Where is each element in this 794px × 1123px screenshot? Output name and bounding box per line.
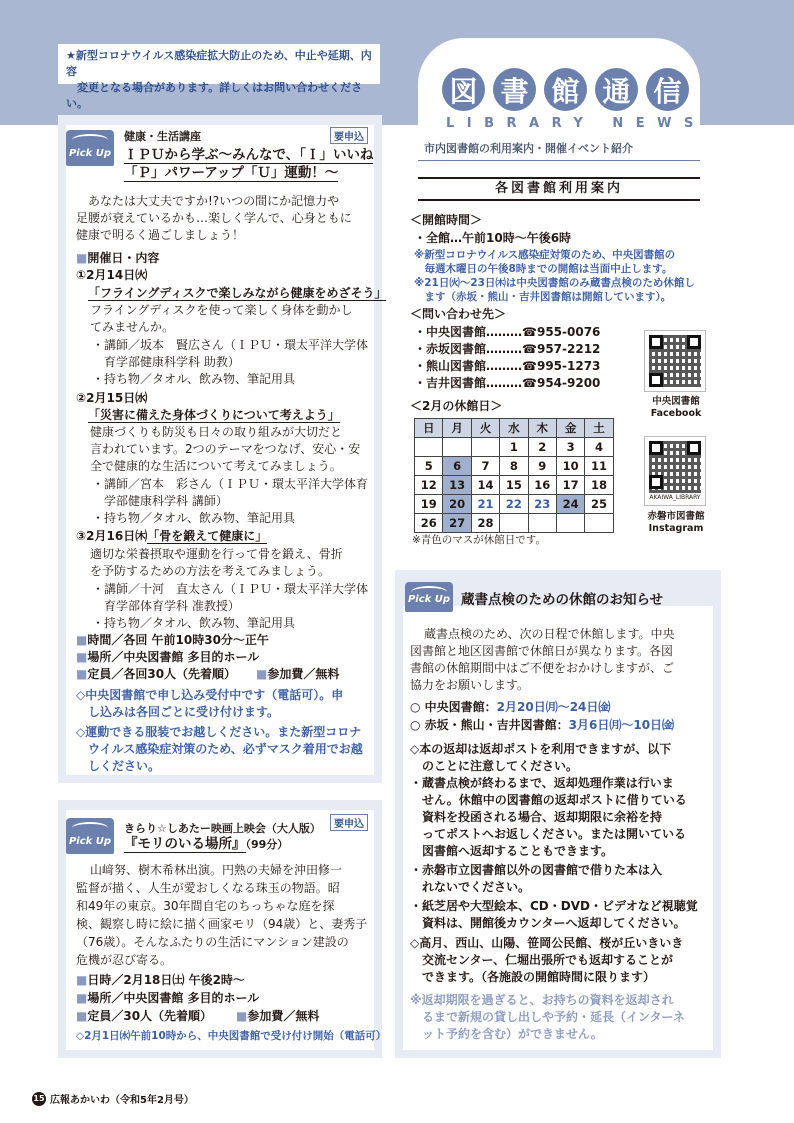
event2-desc: 監督が描く、人生が愛おしくなる珠玉の物語。昭 <box>76 881 340 895</box>
event1-s3-date: ③2月16日㈭「骨を鍛えて健康に」 <box>76 529 268 543</box>
inspection-schedule-branches: ○ 赤坂・熊山・吉井図書館：3月6日㈪～10日㈮ <box>410 718 675 732</box>
event1-s1-title: 「フライングディスクで楽しみながら健康をめざそう」 <box>88 286 387 300</box>
event1-place: ■ 場所／中央図書館 多目的ホール <box>76 649 259 665</box>
calendar-day: 10 <box>556 457 584 476</box>
calendar-day <box>471 438 499 457</box>
inspection-intro: 協力をお願いします。 <box>410 678 530 692</box>
contact-item: ・中央図書館………☎955-0076 <box>414 325 601 339</box>
page-footer <box>32 1091 194 1106</box>
calendar-day: 2 <box>528 438 556 457</box>
calendar-day: 4 <box>585 438 613 457</box>
calendar-day: 12 <box>415 476 443 495</box>
contact-item: ・熊山図書館………☎995-1273 <box>414 359 601 373</box>
event1-s2-desc: 健康づくりも防災も日々の取り組みが大切だと <box>90 425 343 439</box>
inspection-note-line: 資料を投函される場合、返却期限に余裕を持 <box>410 810 663 824</box>
calendar-day: 24 <box>556 495 584 514</box>
inspection-note-line: ット予約を含む）ができません。 <box>410 1027 603 1041</box>
calendar-day <box>500 514 528 533</box>
calendar-weekday: 水 <box>500 419 528 438</box>
inspection-note-line: のことに注意してください。 <box>410 759 579 773</box>
calendar-day: 20 <box>443 495 471 514</box>
inspection-note-line: ってポストへお返しください。または開いている <box>410 827 687 841</box>
event2-desc: 和49年の東京。30年間自宅のちっちゃな庭を探 <box>76 899 335 913</box>
event1-intro: あなたは大丈夫ですか!?いつの間にか記憶力や <box>88 194 340 208</box>
event1-s2-desc: 言われています。2つのテーマをつなげ、安心・安 <box>90 442 361 456</box>
event1-s2-date: ②2月15日㈬ <box>76 391 148 405</box>
calendar-weekday: 金 <box>556 419 584 438</box>
event1-s1-items: ・持ち物／タオル、飲み物、筆記用具 <box>92 372 296 386</box>
calendar-day <box>415 438 443 457</box>
calendar-weekday: 月 <box>443 419 471 438</box>
event1-category: 健康・生活講座 <box>124 130 201 143</box>
calendar-week <box>415 514 614 533</box>
inspection-note-line: ◇本の返却は返却ポストを利用できますが、以下 <box>410 742 672 756</box>
covid-notice: ★新型コロナウイルス感染症拡大防止のため、中止や延期、内容 変更となる場合があります。詳しくはお問い合わせください。 <box>58 44 380 84</box>
calendar-day: 3 <box>556 438 584 457</box>
calendar-day: 27 <box>443 514 471 533</box>
banner-english: LIBRARY NEWS <box>446 116 706 131</box>
event1-intro: 健康で明るく過ごしましょう！ <box>76 228 245 242</box>
event1-s3-desc: を予防するための方法を考えてみましょう。 <box>90 564 331 578</box>
instagram-qr-code[interactable] <box>644 436 706 506</box>
event1-title-line1: ＩＰＵから学ぶ～みんなで、「Ｉ」いいね <box>124 147 374 163</box>
event2-category: きらり☆しあたー映画上映会（大人版） <box>124 822 321 835</box>
calendar-day: 26 <box>415 514 443 533</box>
facebook-qr-label: 中央図書館 Facebook <box>650 396 702 419</box>
pickup-badge: Pick Up <box>405 582 453 612</box>
inspection-note-line: ◇高月、西山、山陽、笹岡公民館、桜が丘いきいき <box>410 936 684 950</box>
hours-note: 毎週木曜日の午後8時までの開館は当面中止します。 <box>414 263 673 275</box>
event2-note: ◇2月1日㈬午前10時から、中央図書館で受け付け開始（電話可） <box>76 1030 387 1042</box>
contact-heading: ＜問い合わせ先＞ <box>410 307 507 321</box>
banner-char: 書 <box>493 68 536 111</box>
event1-note: ◇運動できる服装でお越しください。また新型コロナ <box>76 725 362 739</box>
calendar-day <box>556 514 584 533</box>
pickup-badge: Pick Up <box>66 130 114 166</box>
closed-days-calendar <box>414 418 614 533</box>
event1-time: ■ 時間／各回 午前10時30分～正午 <box>76 632 269 648</box>
calendar-day: 28 <box>471 514 499 533</box>
event1-s2-lecturer: ・講師／宮本 彩さん（ＩＰＵ・環太平洋大学体育 <box>92 477 369 491</box>
event1-s3-lecturer: ・講師／十河 直太さん（ＩＰＵ・環太平洋大学体 <box>92 582 369 596</box>
inspection-note-line: 資料は、開館後カウンターへ返却してください。 <box>410 916 686 930</box>
event1-note: ◇中央図書館で申し込み受付中です（電話可）。申 <box>76 688 344 702</box>
event2-desc: 危機が忍び寄る。 <box>76 953 173 967</box>
calendar-day: 13 <box>443 476 471 495</box>
calendar-day: 16 <box>528 476 556 495</box>
event1-note: し込みは各回ごとに受け付けます。 <box>76 705 280 719</box>
hours-note: ※新型コロナウイルス感染症対策のため、中央図書館の <box>414 249 676 261</box>
inspection-note-line: 交流センター、仁堀出張所でも返却することが <box>410 953 674 967</box>
calendar-day: 14 <box>471 476 499 495</box>
library-guide-title: 各図書館利用案内 <box>418 177 700 201</box>
event1-reservation-badge: 要申込 <box>330 127 368 144</box>
event1-s1-desc: フライングディスクを使って楽しく身体を動かし <box>90 303 353 317</box>
footer-publication: 広報あかいわ（令和5年2月号） <box>50 1095 194 1106</box>
calendar-day: 21 <box>471 495 499 514</box>
calendar-week <box>415 476 614 495</box>
event1-s3-desc: 適切な栄養摂取や運動を行って骨を鍛え、骨折 <box>90 547 343 561</box>
instagram-qr-label: 赤磐市図書館 Instagram <box>647 511 705 534</box>
instagram-qr-caption: AKAIWA_LIBRARY <box>649 494 701 501</box>
contact-item: ・吉井図書館………☎954-9200 <box>414 376 601 390</box>
calendar-weekday: 日 <box>415 419 443 438</box>
inspection-note-line: ・紙芝居や大型絵本、CD・DVD・ビデオなど視聴覚 <box>410 899 698 913</box>
calendar-day: 6 <box>443 457 471 476</box>
event1-s1-lecturer: 育学部健康科学科 助教） <box>92 355 240 369</box>
calendar-week <box>415 457 614 476</box>
event1-intro: 足腰が衰えているかも…楽しく学んで、心身ともに <box>76 211 352 225</box>
inspection-intro: 書館の休館期間中はご不便をおかけしますが、ご <box>410 661 675 675</box>
event2-reservation-badge: 要申込 <box>330 814 368 831</box>
calendar-week <box>415 438 614 457</box>
calendar-day: 17 <box>556 476 584 495</box>
inspection-title: 蔵書点検のための休館のお知らせ <box>461 592 664 608</box>
calendar-heading: ＜2月の休館日＞ <box>410 399 503 413</box>
divider <box>418 160 700 161</box>
event1-s2-title: 「災害に備えた身体づくりについて考えよう」 <box>88 408 340 422</box>
calendar-day <box>443 438 471 457</box>
inspection-note-line: れないでください。 <box>410 880 531 894</box>
calendar-note: ※青色のマスが休館日です。 <box>412 534 546 546</box>
banner-char: 信 <box>646 68 689 111</box>
calendar-day: 7 <box>471 457 499 476</box>
facebook-qr-code[interactable] <box>644 330 706 392</box>
banner-char: 図 <box>442 68 485 111</box>
inspection-note-line: ・赤磐市立図書館以外の図書館で借りた本は入 <box>410 863 663 877</box>
banner-char: 館 <box>544 68 587 111</box>
calendar-day: 5 <box>415 457 443 476</box>
calendar-day <box>585 514 613 533</box>
event2-title: 『モリのいる場所』（99分） <box>124 836 289 852</box>
hours-note: ※21日㈫～23日㈭は中央図書館のみ蔵書点検のため休館し <box>414 277 695 289</box>
event1-dates-heading: ■ 開催日・内容 <box>76 250 159 266</box>
hours-note: ます（赤坂・熊山・吉井図書館は開館しています）。 <box>414 291 672 303</box>
event1-s2-lecturer: 学部健康科学科 講師） <box>92 494 228 508</box>
event2-capacity: ■ 定員／30人（先着順） <box>76 1008 212 1024</box>
calendar-day: 1 <box>500 438 528 457</box>
event2-desc: （76歳）。そんなふたりの生活にマンション建設の <box>76 935 349 949</box>
event1-s1-desc: てみませんか。 <box>90 320 175 334</box>
inspection-intro: 図書館と地区図書館で休館日が異なります。各図 <box>410 644 674 658</box>
page-number: 15 <box>32 1092 46 1106</box>
calendar-weekday: 火 <box>471 419 499 438</box>
event1-note: ウイルス感染症対策のため、必ずマスク着用でお越 <box>76 742 363 756</box>
event2-place: ■ 場所／中央図書館 多目的ホール <box>76 990 259 1006</box>
calendar-day: 19 <box>415 495 443 514</box>
calendar-day: 8 <box>500 457 528 476</box>
banner-subtitle: 市内図書館の利用案内・開催イベント紹介 <box>424 142 633 155</box>
inspection-note-line: ・蔵書点検が終わるまで、返却処理作業は行いま <box>410 776 674 790</box>
calendar-day: 23 <box>528 495 556 514</box>
event2-date: ■ 日時／2月18日㈯ 午後2時～ <box>76 972 245 988</box>
event1-note: しください。 <box>76 759 161 773</box>
inspection-note-line: 図書館へ返却することもできます。 <box>410 844 614 858</box>
event1-s1-lecturer: ・講師／坂本 賢広さん（ＩＰＵ・環太平洋大学体 <box>92 338 369 352</box>
inspection-note-line: るまで新規の貸し出しや予約・延長（インターネ <box>410 1010 685 1024</box>
inspection-intro: 蔵書点検のため、次の日程で休館します。中央 <box>424 627 675 641</box>
event1-capacity: ■ 定員／各回30人（先着順） <box>76 666 236 682</box>
calendar-day: 9 <box>528 457 556 476</box>
event2-desc: 山﨑努、樹木希林出演。円熟の夫婦を沖田修一 <box>90 863 343 877</box>
calendar-weekday: 木 <box>528 419 556 438</box>
hours: ・全館…午前10時～午後6時 <box>414 231 572 245</box>
calendar-day: 25 <box>585 495 613 514</box>
event1-s3-items: ・持ち物／タオル、飲み物、筆記用具 <box>92 616 296 630</box>
banner-char: 通 <box>595 68 638 111</box>
event2-fee: ■ 参加費／無料 <box>236 1008 319 1024</box>
contact-item: ・赤坂図書館………☎957-2212 <box>414 342 601 356</box>
inspection-schedule-central: ○ 中央図書館：2月20日㈪～24日㈮ <box>410 700 611 714</box>
event2-desc: 検、観察し時に絵に描く画家モリ（94歳）と、妻秀子 <box>76 917 368 931</box>
event1-s2-desc: 全で健康的な生活について考えてみましょう。 <box>90 459 342 473</box>
calendar-weekday: 土 <box>585 419 613 438</box>
event1-s3-lecturer: 育学部体育学科 准教授） <box>92 599 240 613</box>
calendar-day: 15 <box>500 476 528 495</box>
inspection-note-line: せん。休館中の図書館の返却ポストに借りている <box>410 793 687 807</box>
calendar-day: 11 <box>585 457 613 476</box>
calendar-day: 18 <box>585 476 613 495</box>
event1-s1-date: ①2月14日㈫ <box>76 268 148 282</box>
event1-title-line2: 「Ｐ」パワーアップ「Ｕ」運動！～ <box>124 165 339 181</box>
calendar-day <box>528 514 556 533</box>
event1-s2-items: ・持ち物／タオル、飲み物、筆記用具 <box>92 511 296 525</box>
inspection-note-line: ※返却期限を過ぎると、お持ちの資料を返却され <box>410 993 674 1007</box>
event1-fee: ■ 参加費／無料 <box>256 666 339 682</box>
calendar-week <box>415 495 614 514</box>
pickup-badge: Pick Up <box>66 818 114 854</box>
hours-heading: ＜開館時間＞ <box>410 213 483 227</box>
inspection-note-line: できます。（各施設の開館時間に限ります） <box>410 970 656 984</box>
calendar-day: 22 <box>500 495 528 514</box>
